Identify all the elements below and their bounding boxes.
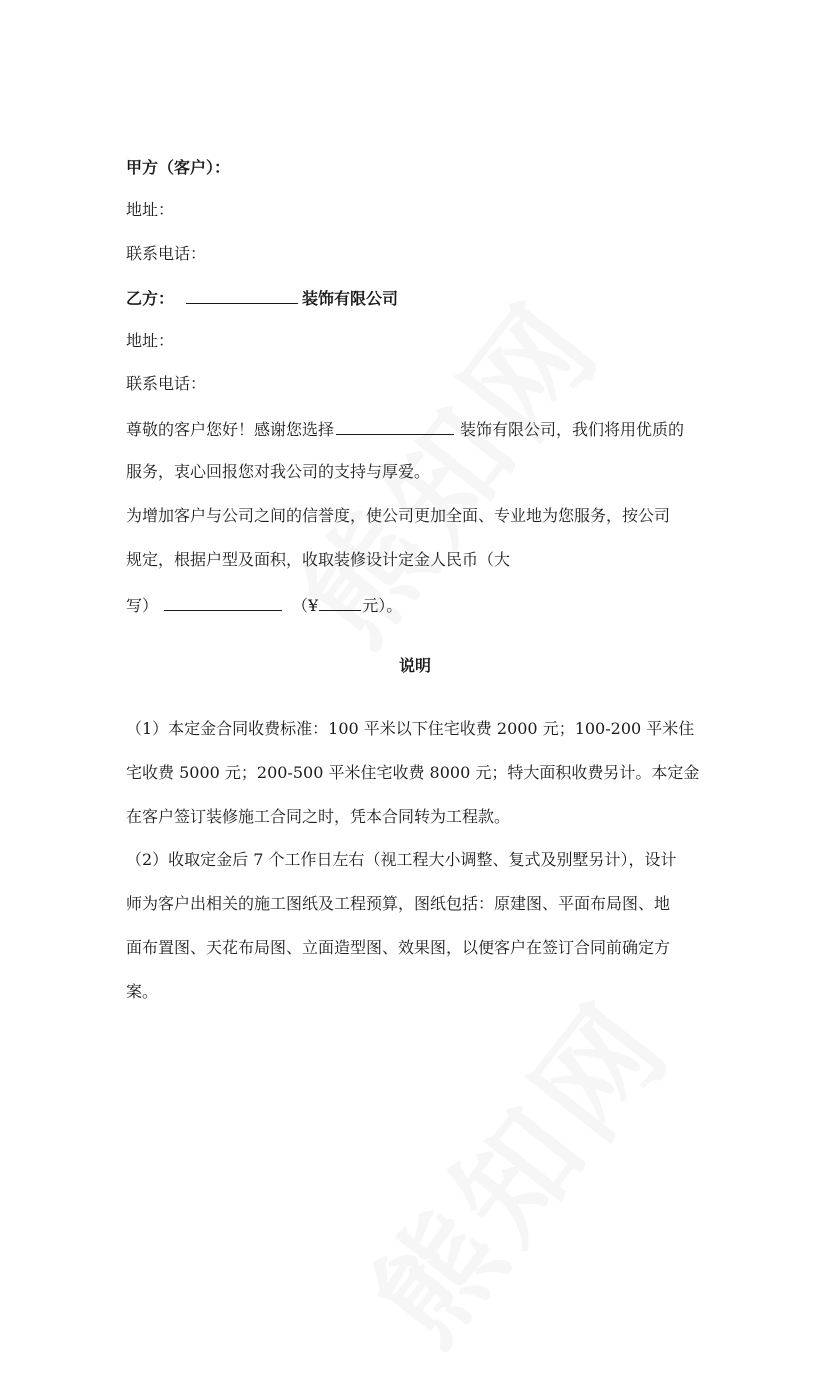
note-2-line-3: 面布置图、天花布局图、立面造型图、效果图，以便客户在签订合同前确定方: [126, 938, 671, 957]
party-b-address-label: 地址：: [126, 331, 175, 350]
greeting-text: 尊敬的客户您好！感谢您选择: [126, 420, 335, 439]
note-1-line-1: （1）本定金合同收费标准：100 平米以下住宅收费 2000 元；100-200 平米住: [126, 719, 695, 738]
body-paragraph-2-line-1: 为增加客户与公司之间的信誉度，使公司更加全面、专业地为您服务，按公司: [126, 506, 671, 525]
party-b-line: [126, 287, 398, 309]
party-b-company-suffix: 装饰有限公司: [302, 289, 399, 308]
note-2-line-2: 师为客户出相关的施工图纸及工程预算，图纸包括：原建图、平面布局图、地: [126, 894, 671, 913]
greeting-text-cont: 装饰有限公司，我们将用优质的: [460, 420, 685, 439]
note-1-line-3: 在客户签订装修施工合同之时，凭本合同转为工程款。: [126, 807, 511, 826]
party-a-title: 甲方（客户）：: [126, 158, 231, 177]
body-paragraph-2-line-2: 规定，根据户型及面积，收取装修设计定金人民币（大: [126, 550, 511, 569]
amount-yen-label: （¥: [292, 596, 319, 615]
amount-uppercase-label: 写）: [126, 596, 159, 615]
body-paragraph-1-line-1: [126, 418, 684, 440]
amount-uppercase-blank: [164, 594, 282, 611]
company-name-blank: [186, 287, 298, 304]
party-b-phone-label: 联系电话：: [126, 374, 207, 393]
amount-yen-blank: [319, 594, 361, 611]
party-a-phone-label: 联系电话：: [126, 244, 207, 263]
company-name-blank: [336, 418, 454, 435]
body-paragraph-1-line-2: 服务，衷心回报您对我公司的支持与厚爱。: [126, 462, 431, 481]
amount-unit: 元）。: [362, 596, 403, 615]
body-paragraph-2-line-3: [126, 594, 402, 616]
note-2-line-1: （2）收取定金后 7 个工作日左右（视工程大小调整、复式及别墅另计），设计: [126, 850, 677, 869]
party-b-title: 乙方：: [126, 289, 175, 308]
party-a-address-label: 地址：: [126, 200, 175, 219]
note-2-line-4: 案。: [126, 982, 159, 1001]
watermark: [327, 959, 703, 1372]
section-title: 说明: [398, 656, 431, 675]
note-1-line-2: 宅收费 5000 元；200-500 平米住宅收费 8000 元；特大面积收费另计。本定金: [126, 763, 700, 782]
